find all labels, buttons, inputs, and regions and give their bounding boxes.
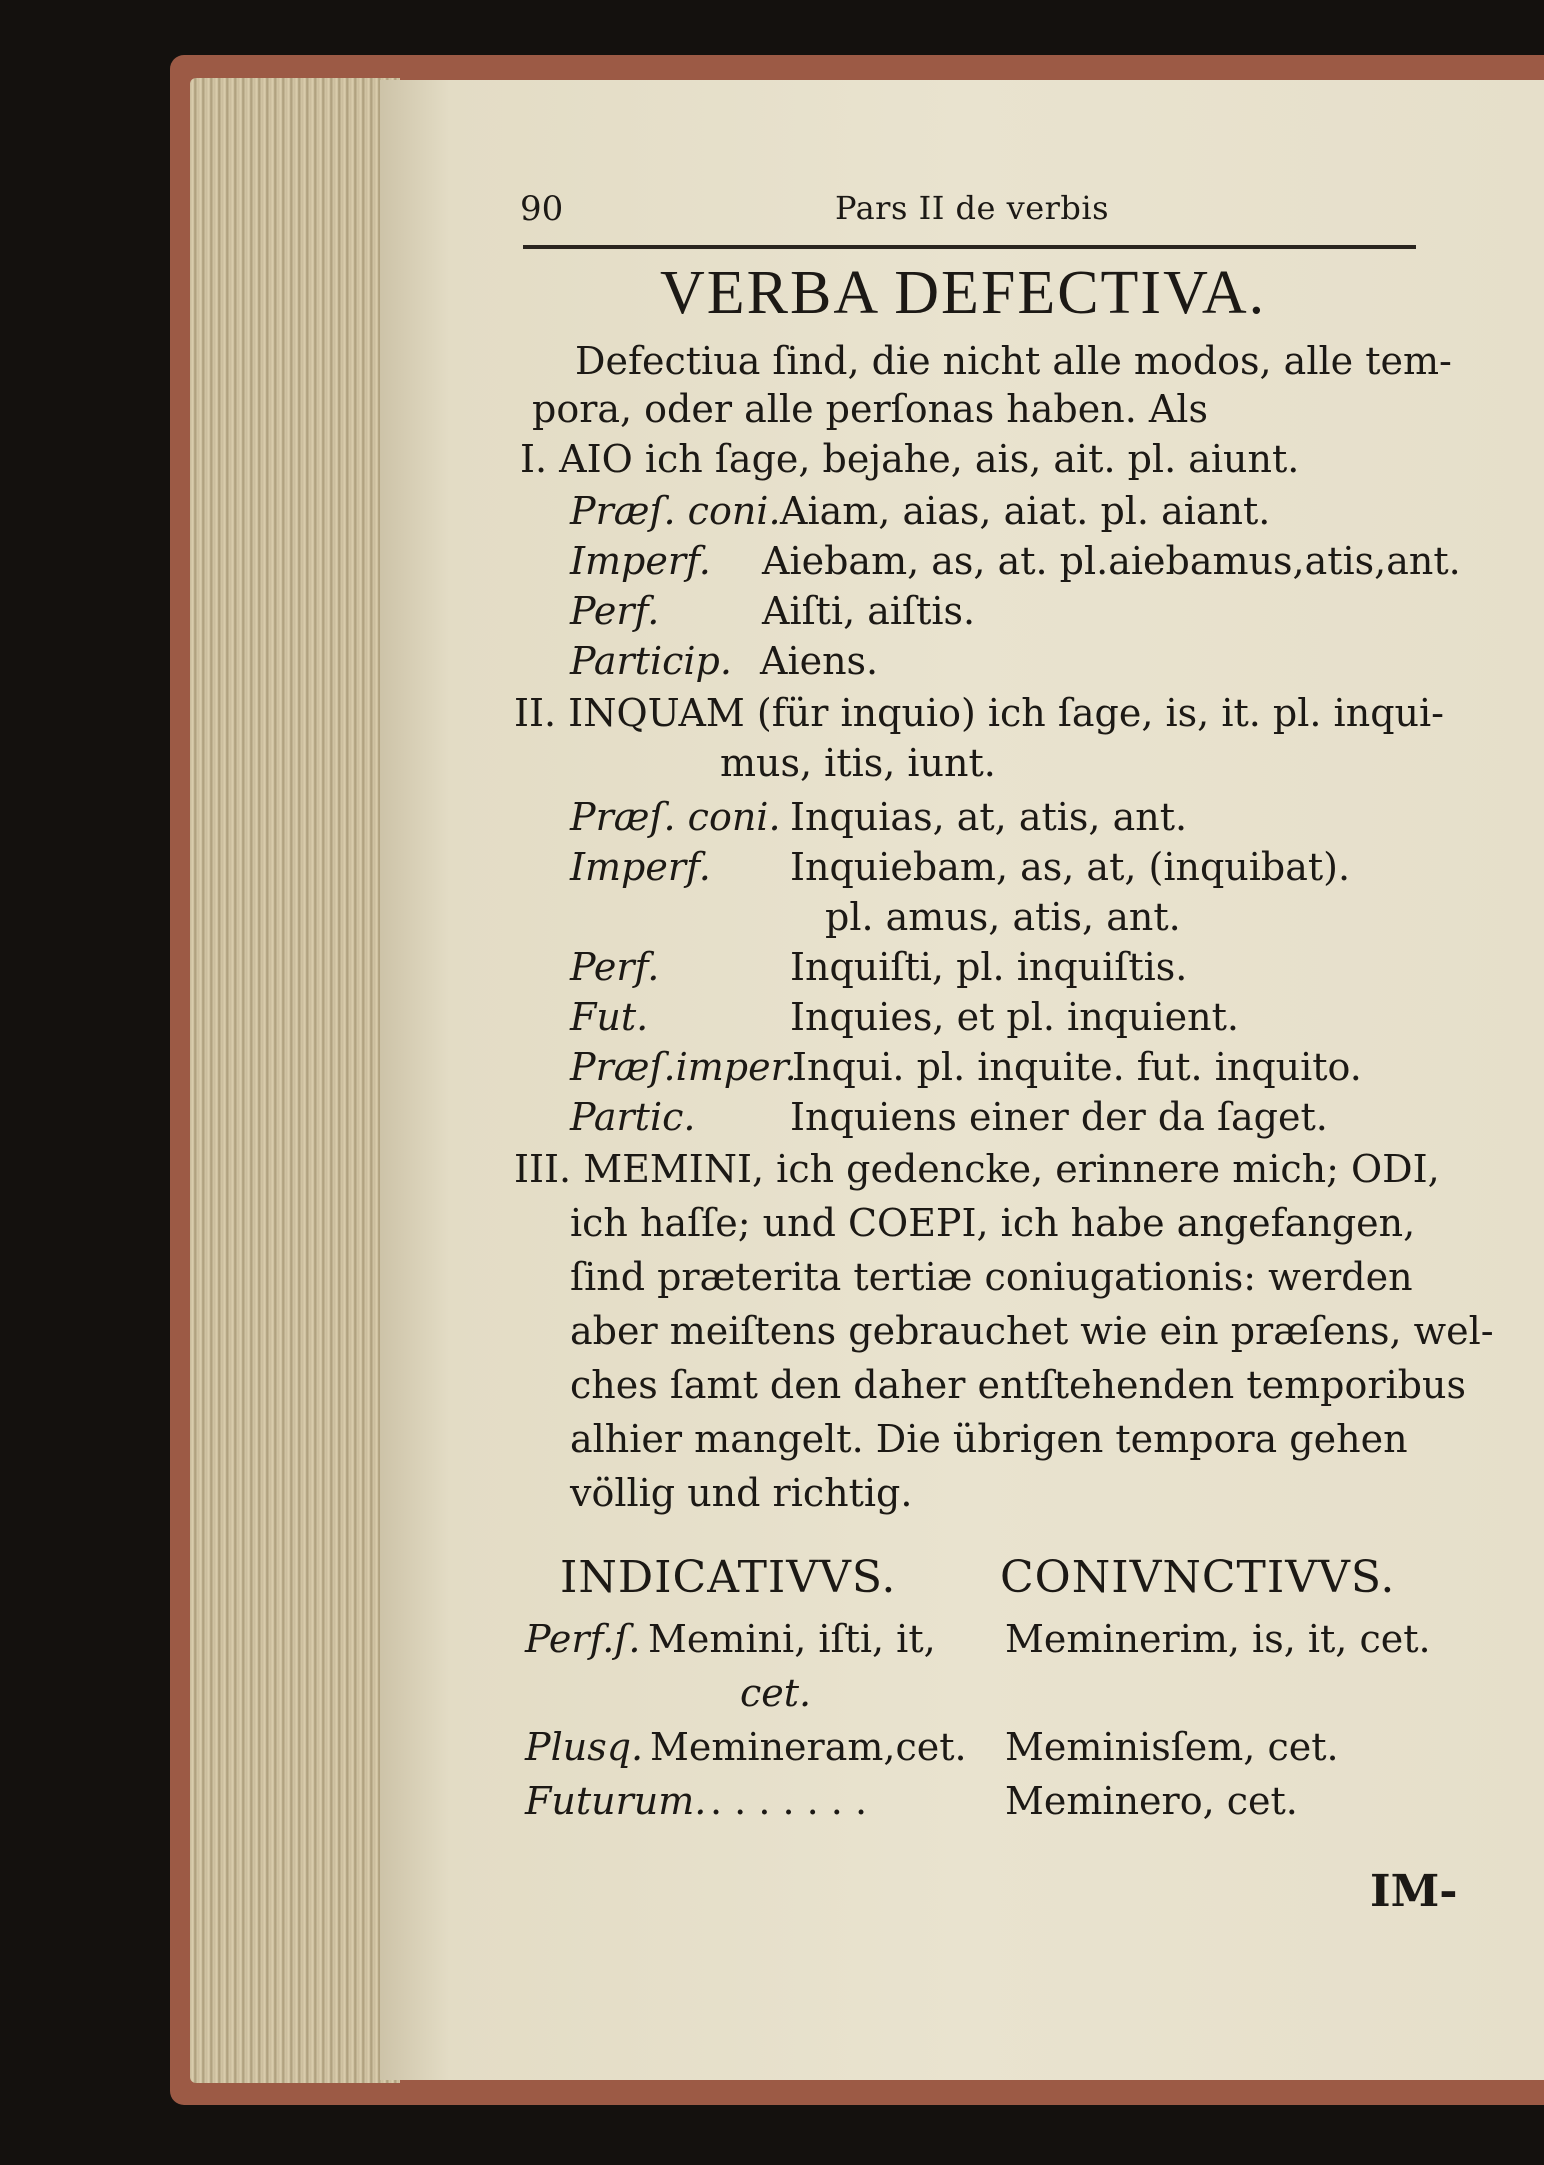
form-label: Particip. [570, 639, 732, 683]
indicative-form: . . . . . . . [710, 1779, 868, 1823]
conjunctive-form: Meminisſem, cet. [1005, 1725, 1339, 1769]
tense-label: Perf.ſ. [525, 1617, 641, 1661]
form-text: Aiſti, aiſtis. [762, 589, 976, 633]
paragraph-line: völlig und richtig. [570, 1471, 913, 1515]
paragraph-line: ſind præterita tertiæ coniugationis: werden [570, 1255, 1413, 1299]
page-title: VERBA DEFECTIVA. [660, 259, 1267, 327]
indicative-form: Memini, iſti, it, [648, 1617, 936, 1661]
paragraph-line: III. MEMINI, ich gedencke, erinnere mich; ODI, [514, 1147, 1440, 1191]
form-label: Præſ. coni. [570, 795, 781, 839]
paragraph-line: ich haſſe; und COEPI, ich habe angefangen, [570, 1201, 1416, 1245]
conjunctive-heading: CONIVNCTIVVS. [1000, 1552, 1396, 1603]
paragraph-line: aber meiſtens gebrauchet wie ein præſens, wel- [570, 1309, 1494, 1353]
form-text: Inquies, et pl. inquient. [790, 995, 1239, 1039]
paragraph-line: alhier mangelt. Die übrigen tempora gehen [570, 1417, 1408, 1461]
form-text: Aiam, aias, aiat. pl. aiant. [780, 489, 1271, 533]
form-label: Fut. [570, 995, 649, 1039]
tense-label: Plusq. [525, 1725, 644, 1769]
form-label: Imperf. [570, 539, 711, 583]
form-text: Inquiſti, pl. inquiſtis. [790, 945, 1188, 989]
section-heading-cont: mus, itis, iunt. [720, 741, 996, 785]
section-heading: II. INQUAM (für inquio) ich ſage, is, it. pl. inqui- [514, 691, 1444, 735]
paragraph-line: ches ſamt den daher entſtehenden temporibus [570, 1363, 1466, 1407]
intro-line: Defectiua ſind, die nicht alle modos, alle tem- [575, 339, 1452, 383]
indicative-form: cet. [740, 1671, 812, 1715]
form-label: Præſ.imper. [570, 1045, 797, 1089]
indicative-form: Memineram,cet. [650, 1725, 967, 1769]
form-text: Inquiens einer der da ſaget. [790, 1095, 1328, 1139]
form-text: Inqui. pl. inquite. fut. inquito. [792, 1045, 1362, 1089]
conjunctive-form: Meminerim, is, it, cet. [1005, 1617, 1431, 1661]
form-text: Inquias, at, atis, ant. [790, 795, 1188, 839]
section-heading: I. AIO ich ſage, bejahe, ais, ait. pl. aiunt. [520, 437, 1300, 481]
form-label: Imperf. [570, 845, 711, 889]
intro-line: pora, oder alle perſonas haben. Als [532, 387, 1208, 431]
book-page [380, 80, 1544, 2080]
form-label: Perf. [570, 945, 660, 989]
page-edges [190, 78, 400, 2083]
form-text: Aiebam, as, at. pl.aiebamus,atis,ant. [762, 539, 1461, 583]
page-number: 90 [520, 189, 564, 229]
form-label: Perf. [570, 589, 660, 633]
form-text: pl. amus, atis, ant. [825, 895, 1181, 939]
form-text: Aiens. [760, 639, 879, 683]
form-label: Præſ. coni. [570, 489, 781, 533]
catchword: IM- [1370, 1866, 1458, 1917]
header-rule [523, 245, 1416, 249]
running-head: Pars II de verbis [835, 189, 1110, 227]
tense-label: Futurum. [525, 1779, 707, 1823]
indicative-heading: INDICATIVVS. [560, 1552, 897, 1603]
conjunctive-form: Meminero, cet. [1005, 1779, 1298, 1823]
form-label: Partic. [570, 1095, 696, 1139]
form-text: Inquiebam, as, at, (inquibat). [790, 845, 1351, 889]
